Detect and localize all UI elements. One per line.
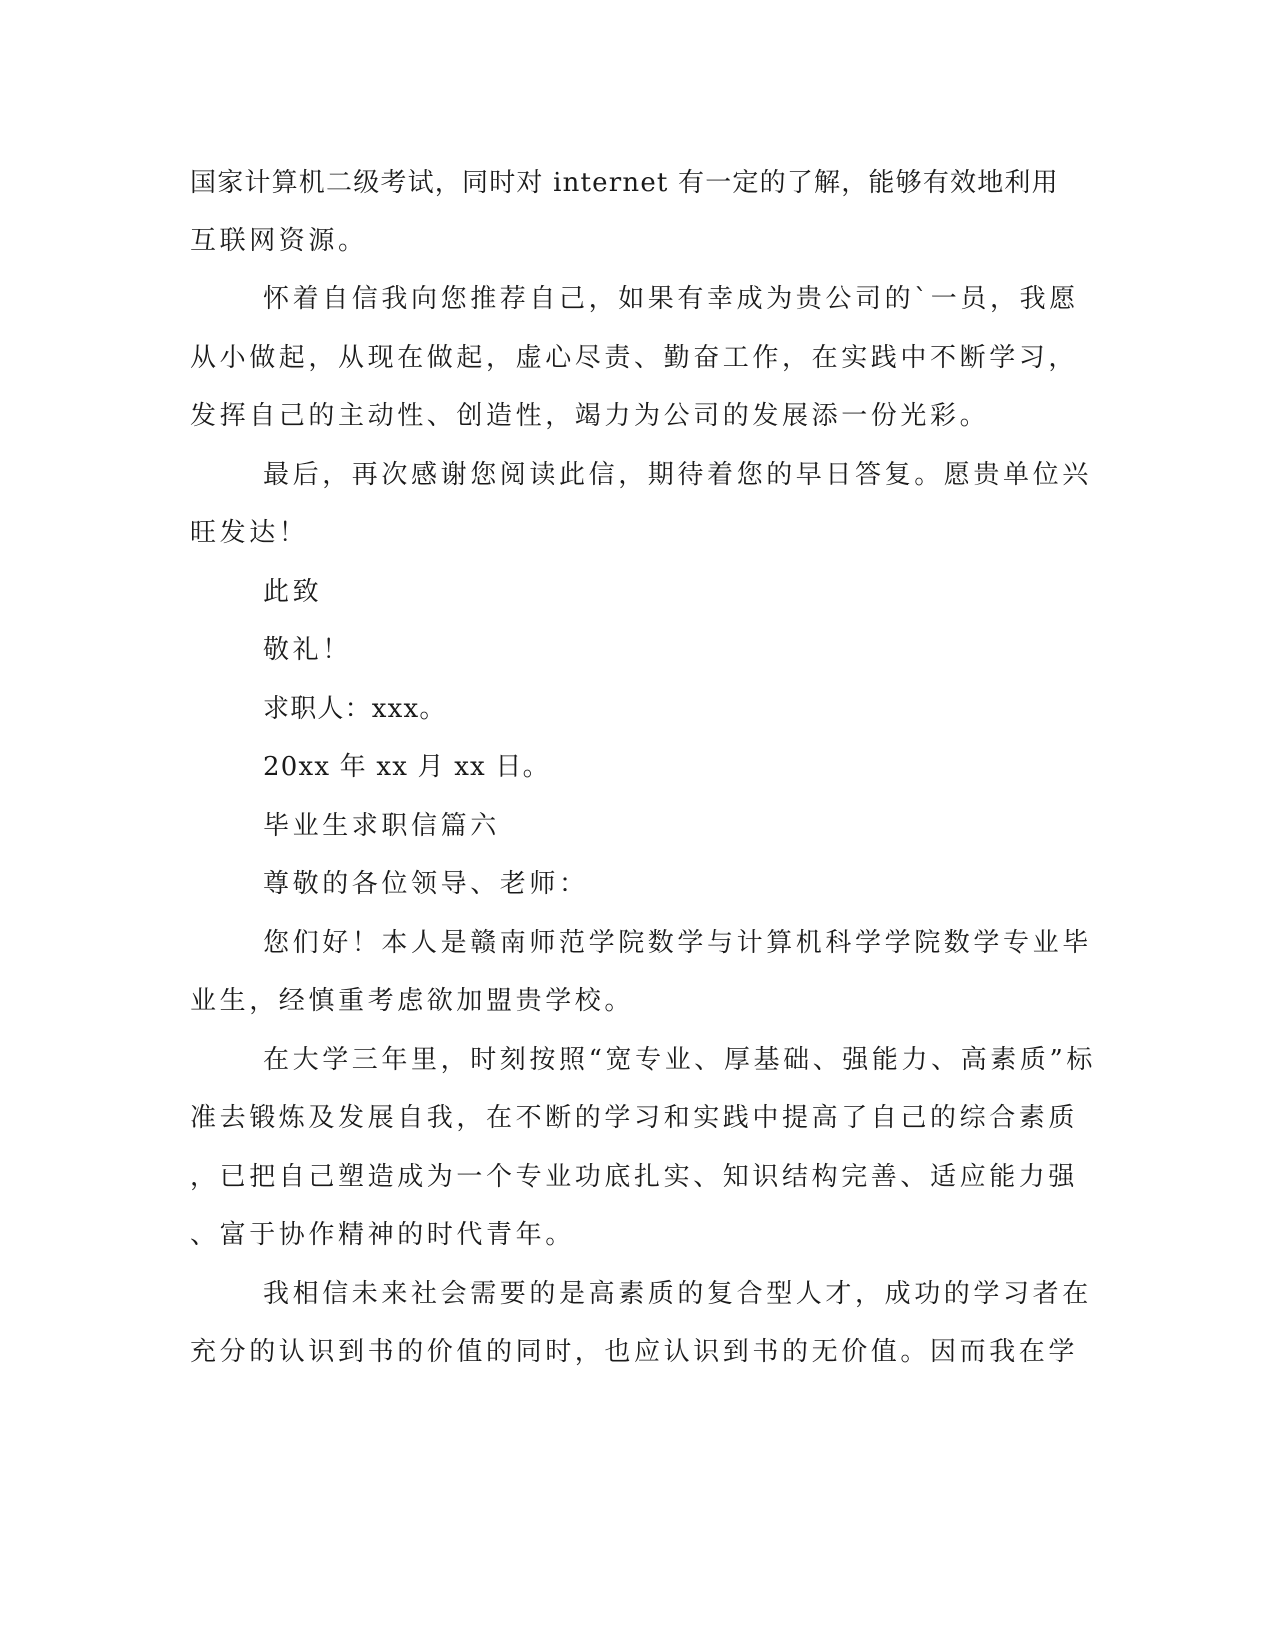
closing-line: 此致: [263, 577, 323, 607]
text-line: 怀着自信我向您推荐自己，如果有幸成为贵公司的`一员，我愿: [263, 284, 1079, 314]
text-line: 充分的认识到书的价值的同时，也应认识到书的无价值。因而我在学: [190, 1337, 1079, 1367]
text-line: 您们好！本人是赣南师范学院数学与计算机科学学院数学专业毕: [263, 928, 1092, 958]
date-line: 20xx 年 xx 月 xx 日。: [263, 752, 550, 782]
salutation-line: 尊敬的各位领导、老师：: [263, 869, 589, 899]
signature-line: 求职人：xxx。: [263, 694, 447, 724]
text-line: 准去锻炼及发展自我，在不断的学习和实践中提高了自己的综合素质: [190, 1103, 1079, 1133]
text-line: 旺发达！: [190, 518, 309, 548]
text-line: ，已把自己塑造成为一个专业功底扎实、知识结构完善、适应能力强: [190, 1162, 1079, 1192]
text-line: 发挥自己的主动性、创造性，竭力为公司的发展添一份光彩。: [190, 401, 990, 431]
text-line: 最后，再次感谢您阅读此信，期待着您的早日答复。愿贵单位兴: [263, 460, 1092, 490]
text-line: 我相信未来社会需要的是高素质的复合型人才，成功的学习者在: [263, 1279, 1092, 1309]
section-heading: 毕业生求职信篇六: [263, 811, 500, 841]
text-line: 互联网资源。: [190, 226, 368, 256]
text-line: 、富于协作精神的时代青年。: [190, 1220, 575, 1250]
text-line: 在大学三年里，时刻按照“宽专业、厚基础、强能力、高素质”标: [263, 1045, 1096, 1075]
text-line: 业生，经慎重考虑欲加盟贵学校。: [190, 986, 635, 1016]
text-line: 国家计算机二级考试，同时对 internet 有一定的了解，能够有效地利用: [190, 168, 1059, 198]
closing-line: 敬礼！: [263, 635, 352, 665]
text-line: 从小做起，从现在做起，虚心尽责、勤奋工作，在实践中不断学习，: [190, 343, 1079, 373]
